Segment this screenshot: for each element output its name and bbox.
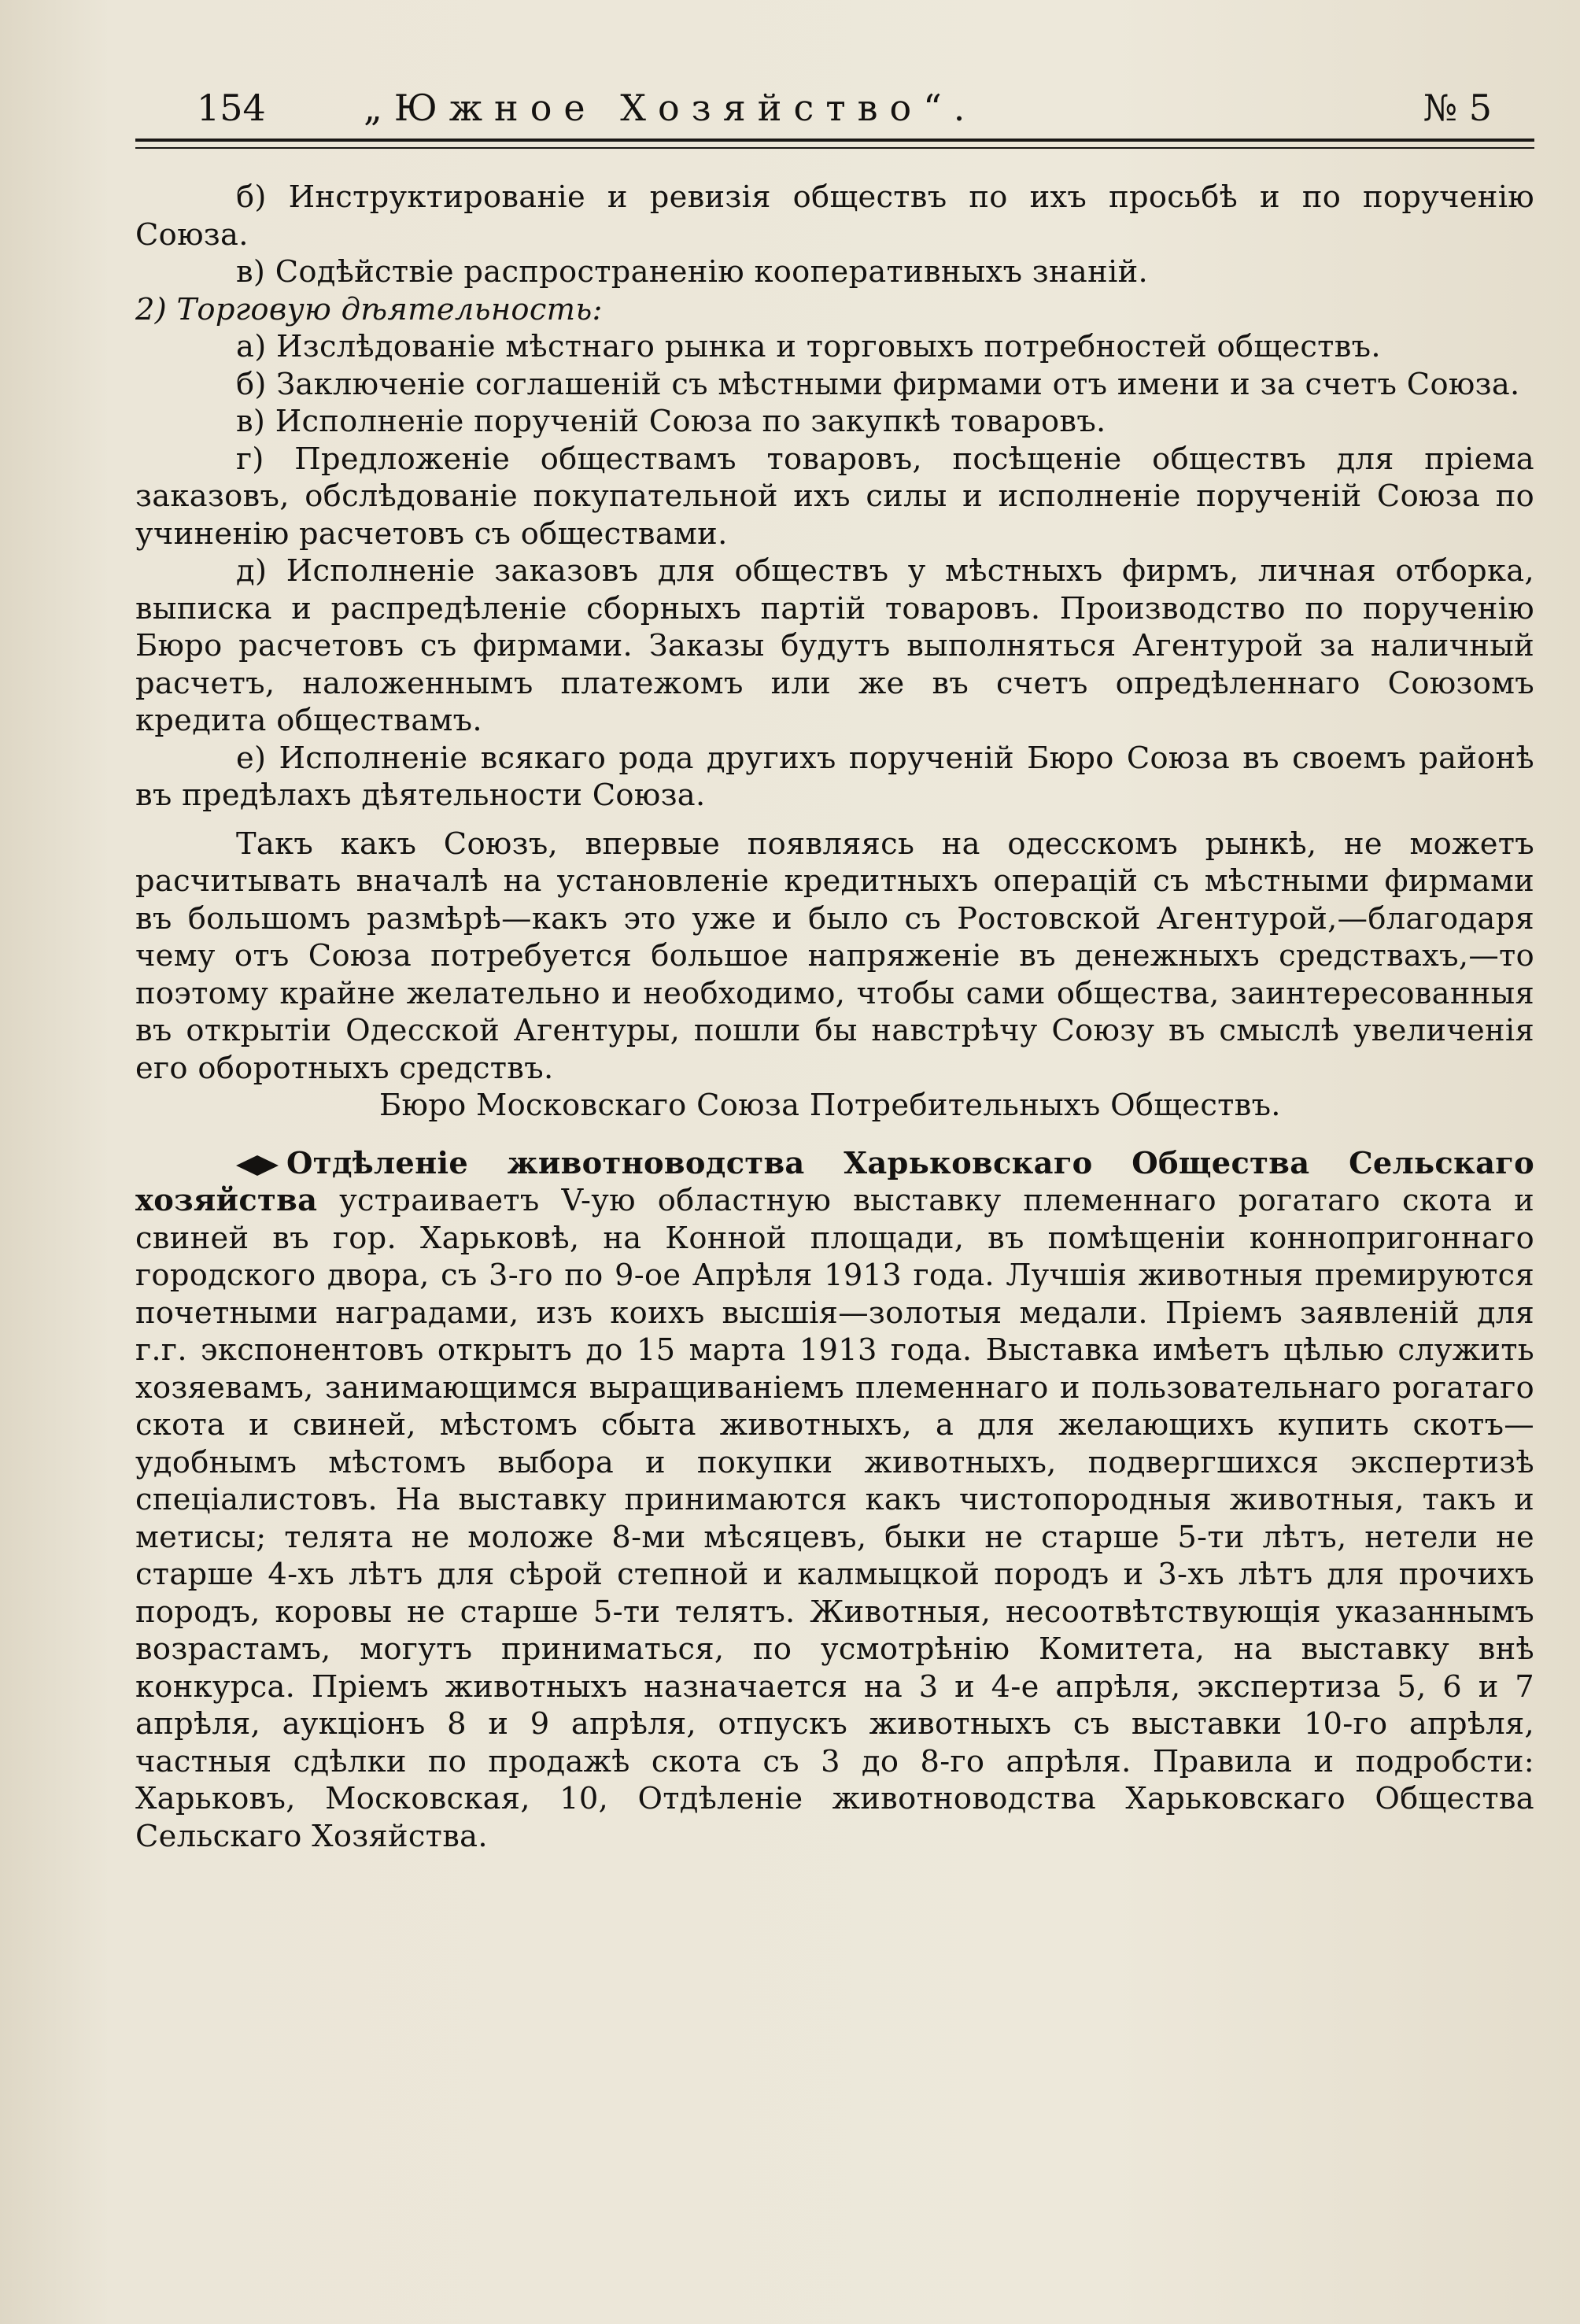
section-heading-trade: 2) Торговую дѣятельность: (135, 291, 603, 327)
body-text (135, 179, 1534, 1855)
list-item-a2: а) Изслѣдованіе мѣстнаго рынка и торговыхъ потребностей обществъ. (236, 329, 1381, 364)
header-rule-thick (135, 139, 1534, 142)
list-item-e2: е) Исполненіе всякаго рода другихъ порученій Бюро Союза въ своемъ районѣ въ предѣлахъ дѣятельности Союза. (135, 740, 1534, 813)
list-item-v1: в) Содѣйствіе распространенію кооперативныхъ знаній. (236, 254, 1148, 290)
credit-paragraph: Такъ какъ Союзъ, впервые появляясь на одесскомъ рынкѣ, не можетъ расчитывать вначалѣ на установленіе кредитныхъ операцій съ мѣстными фирмами въ большомъ размѣрѣ—какъ это уже и было съ Ростовской Агентурой,—благодаря чему отъ Союза потребуется большое напряженіе въ денежныхъ средствахъ,—то поэтому крайне желательно и необходимо, чтобы сами общества, заинтересованныя въ открытіи Одесской Агентуры, пошли бы навстрѣчу Союзу въ смыслѣ увеличенія его оборотныхъ средствъ. (135, 826, 1534, 1086)
header-rule-thin (135, 147, 1534, 149)
journal-title: „Южное Хозяйство“. (364, 87, 977, 129)
list-item-d2: д) Исполненіе заказовъ для обществъ у мѣстныхъ фирмъ, личная отборка, выписка и распредѣленіе сборныхъ партій товаровъ. Производство по порученію Бюро расчетовъ съ фирмами. Заказы будутъ выполняться Агентурой за наличный расчетъ, наложеннымъ платежомъ или же въ счетъ опредѣленнаго Союзомъ кредита обществамъ. (135, 553, 1534, 738)
diamond-ornament-icon (236, 1155, 279, 1176)
page-number: 154 (197, 87, 266, 129)
list-item-b2: б) Заключеніе соглашеній съ мѣстными фирмами отъ имени и за счетъ Союза. (236, 366, 1520, 402)
list-item-v2: в) Исполненіе порученій Союза по закупкѣ товаровъ. (236, 404, 1106, 439)
notice-body: устраиваетъ V-ую областную выставку племеннаго рогатаго скота и свиней въ гор. Харьковѣ, на Конной площади, въ помѣщеніи коннопригоннаго городского двора, съ 3-го по 9-ое Апрѣля 1913 года. Лучшія животныя премируются почетными наградами, изъ коихъ высшія—золотыя медали. Пріемъ заявленій для г.г. экспонентовъ открытъ до 15 марта 1913 года. Выставка имѣетъ цѣлью служить хозяевамъ, занимающимся выращиваніемъ племеннаго и пользовательнаго рогатаго скота и свиней, мѣстомъ сбыта животныхъ, а для желающихъ купить скотъ—удобнымъ мѣстомъ выбора и покупки животныхъ, подвергшихся экспертизѣ спеціалистовъ. На выставку принимаются какъ чистопородныя животныя, такъ и метисы; телята не моложе 8-ми мѣсяцевъ, быки не старше 5-ти лѣтъ, нетели не старше 4-хъ лѣтъ для сѣрой степной и калмыцкой породъ и 3-хъ лѣтъ для прочихъ породъ, коровы не старше 5-ти телятъ. Животныя, несоотвѣтствующія указаннымъ возрастамъ, могутъ приниматься, по усмотрѣнію Комитета, на выставку внѣ конкурса. Пріемъ животныхъ назначается на 3 и 4-е апрѣля, экспертиза 5, 6 и 7 апрѣля, аукціонъ 8 и 9 апрѣля, отпускъ животныхъ съ выставки 10-го апрѣля, частныя сдѣлки по продажѣ скота съ 3 до 8-го апрѣля. Правила и подробсти: Харьковъ, Московская, 10, Отдѣленіе животноводства Харьковскаго Общества Сельскаго Хозяйства. (135, 1183, 1534, 1854)
notice-bold-lead: Отдѣленіе животноводства Харьковскаго Общества Сельскаго хозяйства (135, 1145, 1534, 1218)
running-header (135, 82, 1534, 134)
list-item-b1: б) Инструктированіе и ревизія обществъ по ихъ просьбѣ и по порученію Союза. (135, 179, 1534, 253)
issue-number: № 5 (1423, 87, 1492, 129)
signature-line: Бюро Московскаго Союза Потребительныхъ Обществъ. (379, 1088, 1281, 1123)
list-item-g2: г) Предложеніе обществамъ товаровъ, посѣщеніе обществъ для пріема заказовъ, обслѣдованіе покупательной ихъ силы и исполненіе порученій Союза по учиненію расчетовъ съ обществами. (135, 441, 1534, 552)
exhibition-notice (135, 1145, 1534, 1856)
